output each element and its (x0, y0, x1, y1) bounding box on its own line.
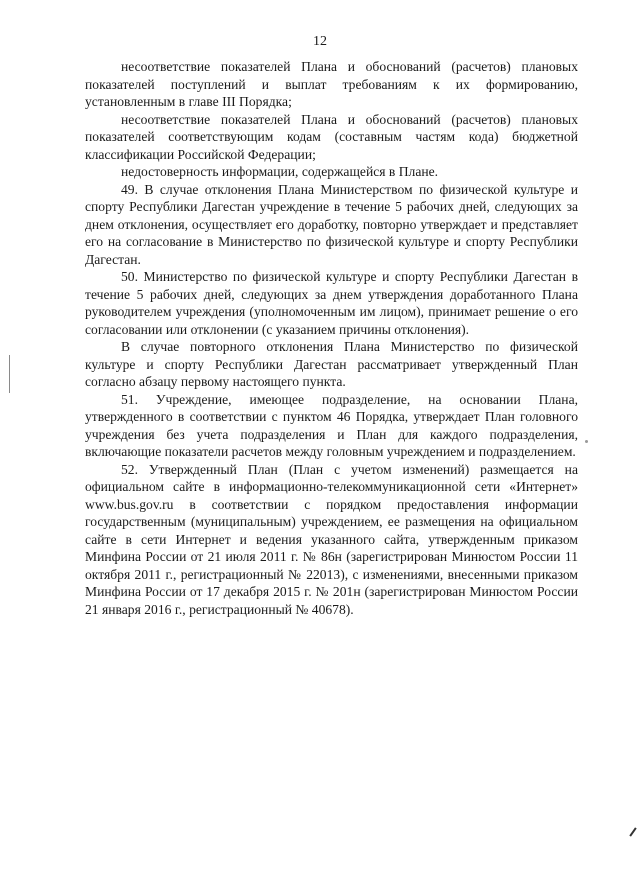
paragraph-item-unreliable-information: недостоверность информации, содержащейся в Плане. (121, 164, 439, 179)
document-body (85, 58, 578, 618)
scan-artifact-left-line (9, 355, 10, 393)
paragraph-item-nonconformity-requirements: несоответствие показателей Плана и обоснований (расчетов) плановых показателей поступлений и выплат требованиям к их формированию, установленным в главе III Порядка; (85, 59, 578, 109)
paragraph-clause-49: 49. В случае отклонения Плана Министерством по физической культуре и спорту Республики Дагестан учреждение в течение 5 рабочих дней, следующих за днем отклонения, осуществляет его доработку, повторно утверждает и представляет его на согласование в Министерство по физической культуре и спорту Республики Дагестан. (85, 181, 578, 267)
paragraph-clause-50: 50. Министерство по физической культуре и спорту Республики Дагестан в течение 5 рабочих дней, следующих за днем утверждения доработанного Плана руководителем учреждения (уполномоченным им лицом), принимает решение о его согласовании или отклонении (с указанием причины отклонения). (85, 269, 578, 337)
page-number: 12 (313, 34, 327, 49)
scan-artifact-dot (585, 440, 588, 443)
scan-artifact-corner-mark (629, 827, 636, 836)
paragraph-clause-52: 52. Утвержденный План (План с учетом изменений) размещается на официальном сайте в информационно-телекоммуникационной сети «Интернет» www.bus.gov.ru в соответствии с порядком предоставления информации государственным (муниципальным) учреждением, ее размещения на официальном сайте в сети Интернет и ведения указанного сайта, утвержденным приказом Минфина России от 21 июля 2011 г. № 86н (зарегистрирован Минюстом России 11 октября 2011 г., регистрационный № 22013), с изменениями, внесенными приказом Минфина России от 17 декабря 2015 г. № 201н (зарегистрирован Минюстом России 21 января 2016 г., регистрационный № 40678). (85, 461, 578, 617)
paragraph-item-nonconformity-codes: несоответствие показателей Плана и обоснований (расчетов) плановых показателей соответствующим кодам (составным частям кода) бюджетной классификации Российской Федерации; (85, 111, 578, 162)
paragraph-repeated-rejection: В случае повторного отклонения Плана Министерство по физической культуре и спорту Республики Дагестан рассматривает утвержденный План согласно абзацу первому настоящего пункта. (85, 339, 578, 389)
paragraph-clause-51: 51. Учреждение, имеющее подразделение, на основании Плана, утвержденного в соответствии с пунктом 46 Порядка, утверждает План головного учреждения без учета подразделения и План для каждого подразделения, включающие показатели расчетов между головным учреждением и подразделением. (85, 391, 578, 459)
